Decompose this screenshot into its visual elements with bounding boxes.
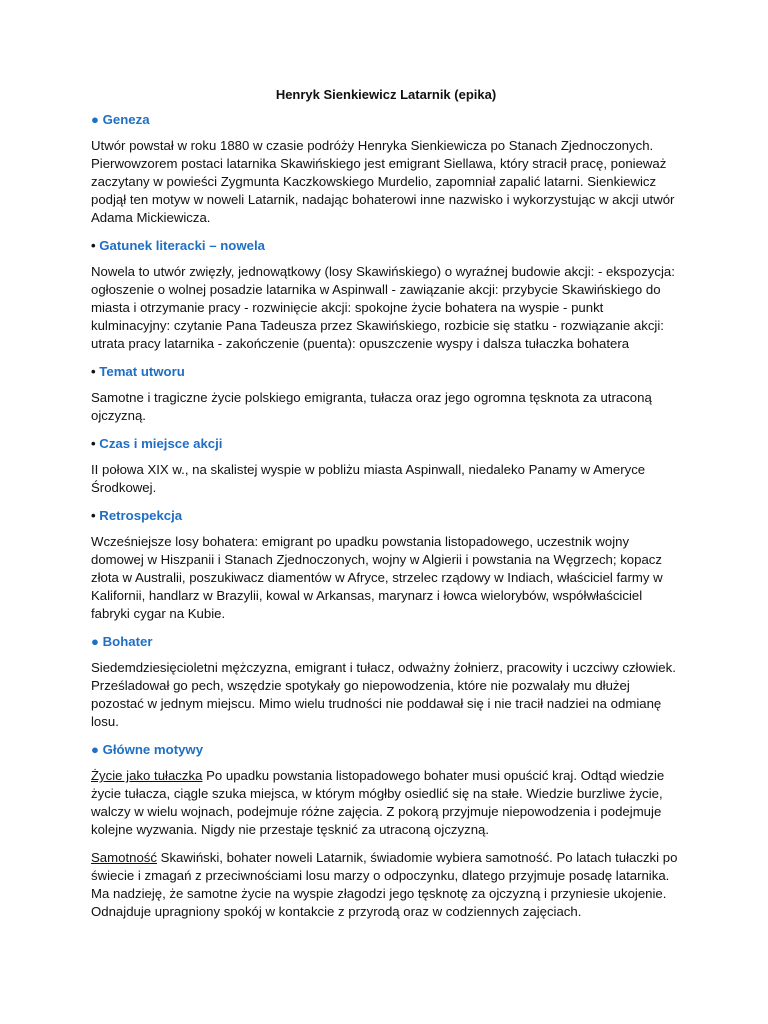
section-heading-bohater: [91, 633, 681, 651]
section-paragraph: Wcześniejsze losy bohatera: emigrant po upadku powstania listopadowego, uczestnik wojny domowej w Hiszpanii i Stanach Zjednoczonych, wojny w Algierii i powstania na Węgrzech; kopacz złota w Australii, poszukiwacz diamentów w Afryce, strzelec rządowy w Indiach, właściciel farmy w Kalifornii, handlarz w Brazylii, kowal w Arkansas, marynarz i łowca wielorybów, współwłaściciel fabryki cygar na Kubie.: [91, 534, 663, 621]
motif-paragraph: [91, 849, 681, 921]
section-heading-label: Gatunek literacki – nowela: [99, 238, 265, 253]
section-heading-label: Retrospekcja: [99, 508, 183, 523]
motif-text: Po upadku powstania listopadowego bohater musi opuścić kraj. Odtąd wiedzie życie tułacza, ciągle szuka miejsca, w którym mógłby osiedlić się na stałe. Wiedzie burzliwe życie, walczy w wielu wojnach, podejmuje różne zajęcia. Z pokorą przyjmuje niepowodzenia i podejmuje kolejne wyzwania. Nigdy nie przestaje tęsknić za utraconą ojczyzną.: [91, 768, 665, 837]
motif-paragraph: [91, 767, 681, 839]
motif-term: Samotność: [91, 850, 157, 865]
section-heading-label: Geneza: [102, 112, 150, 127]
section-paragraph: II połowa XIX w., na skalistej wyspie w pobliżu miasta Aspinwall, niedaleko Panamy w Ameryce Środkowej.: [91, 462, 646, 495]
section-paragraph: Samotne i tragiczne życie polskiego emigranta, tułacza oraz jego ogromna tęsknota za utraconą ojczyzną.: [91, 390, 652, 423]
bullet-icon: •: [91, 508, 96, 523]
bullet-icon: •: [91, 436, 96, 451]
section-heading-label: Główne motywy: [102, 742, 204, 757]
section-heading-label: Czas i miejsce akcji: [99, 436, 223, 451]
section-heading-retrospekcja: [91, 507, 681, 525]
motif-term: Życie jako tułaczka: [91, 768, 203, 783]
document-title: Henryk Sienkiewicz Latarnik (epika): [275, 87, 497, 102]
section-heading-label: Temat utworu: [99, 364, 185, 379]
section-heading-glowne-motywy: [91, 741, 681, 759]
bullet-icon: •: [91, 238, 96, 253]
section-heading-czas-i-miejsce: [91, 435, 681, 453]
section-paragraph: Siedemdziesięcioletni mężczyzna, emigrant i tułacz, odważny żołnierz, pracowity i uczciwy człowiek. Prześladował go pech, wszędzie spotykały go niepowodzenia, które nie pozwalały mu dłużej pozostać w jednym miejscu. Mimo wielu trudności nie poddawał się i nie tracił nadziei na odmianę losu.: [91, 660, 676, 729]
section-heading-geneza: [91, 111, 681, 129]
document-page: [91, 86, 681, 929]
bullet-icon: ●: [91, 112, 99, 127]
section-heading-label: Bohater: [102, 634, 153, 649]
section-heading-temat: [91, 363, 681, 381]
section-heading-gatunek: [91, 237, 681, 255]
motif-text: Skawiński, bohater noweli Latarnik, świadomie wybiera samotność. Po latach tułaczki po świecie i zmagań z przeciwnościami losu marzy o odpoczynku, dlatego przyjmuje posadę latarnika. Ma nadzieję, że samotne życie na wyspie złagodzi jego tęsknotę za ojczyzną i przyniesie ukojenie. Odnajduje upragniony spokój w kontakcie z przyrodą oraz w codziennych zajęciach.: [91, 850, 678, 919]
bullet-icon: ●: [91, 742, 99, 757]
section-paragraph: Utwór powstał w roku 1880 w czasie podróży Henryka Sienkiewicza po Stanach Zjednoczonych. Pierwowzorem postaci latarnika Skawińskiego jest emigrant Siellawa, który stracił pracę, ponieważ zaczytany w powieści Zygmunta Kaczkowskiego Murdelio, zapomniał zapalić latarni. Sienkiewicz podjął ten motyw w noweli Latarnik, nadając bohaterowi inne nazwisko i wykorzystując w akcji utwór Adama Mickiewicza.: [91, 138, 675, 225]
bullet-icon: ●: [91, 634, 99, 649]
section-paragraph: Nowela to utwór zwięzły, jednowątkowy (losy Skawińskiego) o wyraźnej budowie akcji: - ekspozycja: ogłoszenie o wolnej posadzie latarnika w Aspinwall - zawiązanie akcji: przybycie Skawińskiego do miasta i otrzymanie pracy - rozwinięcie akcji: spokojne życie bohatera na wyspie - punkt kulminacyjny: czytanie Pana Tadeusza przez Skawińskiego, rozbicie się statku - rozwiązanie akcji: utrata pracy latarnika - zakończenie (puenta): opuszczenie wyspy i dalsza tułaczka bohatera: [91, 264, 675, 351]
bullet-icon: •: [91, 364, 96, 379]
